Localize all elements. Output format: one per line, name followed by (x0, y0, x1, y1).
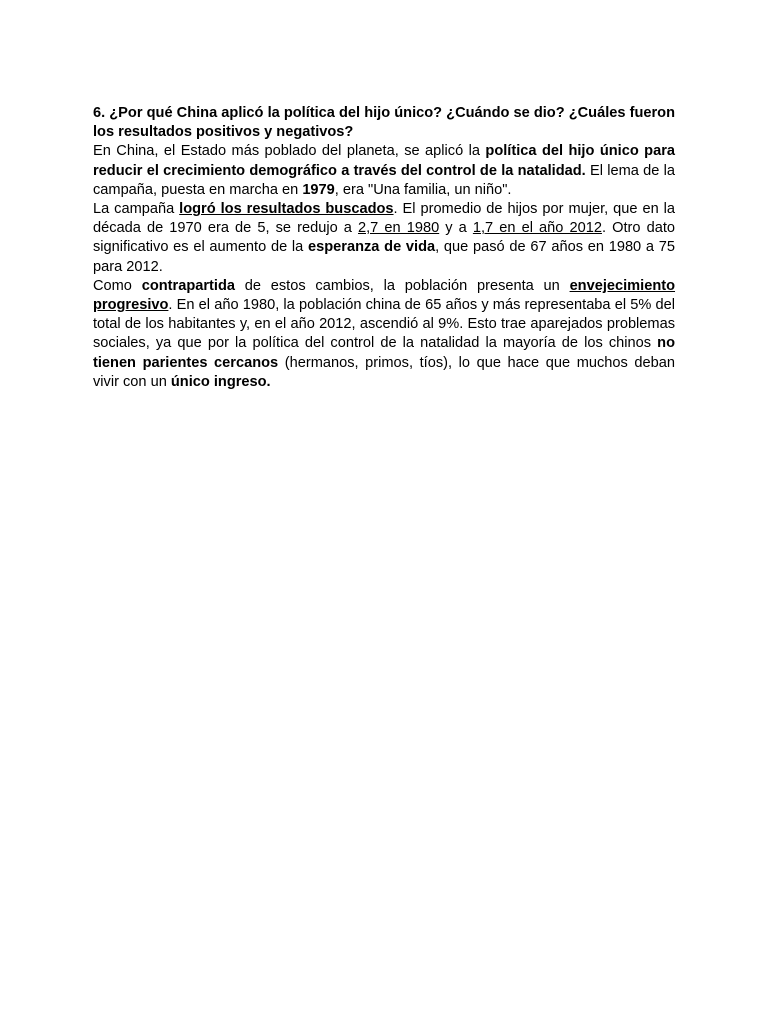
underlined-run: 2,7 en 1980 (358, 220, 440, 237)
bold-underlined-run: logró los resultados buscados (179, 201, 394, 218)
text-run: y a (439, 220, 473, 237)
underlined-run: 1,7 en el año 2012 (472, 220, 602, 237)
paragraph-consequences (93, 277, 675, 392)
bold-run: esperanza de vida (308, 239, 436, 256)
bold-year: 1979 (302, 181, 335, 198)
text-run: . El promedio de hijos por mujer, que en la década de 1970 era de 5, se redujo a (93, 201, 675, 237)
text-run: En China, el Estado más poblado del planeta, se aplicó la (93, 143, 486, 160)
text-run: , era "Una familia, un niño". (334, 181, 512, 198)
bold-run: único ingreso. (170, 373, 271, 390)
bold-underlined-run: envejecimiento progresivo (93, 277, 676, 314)
question-heading: 6. ¿Por qué China aplicó la política del hijo único? ¿Cuándo se dio? ¿Cuáles fueron los resultados positivos y negativos? (93, 105, 675, 141)
bold-run: contrapartida (141, 277, 235, 294)
text-run: de estos cambios, la población presenta un (234, 277, 570, 294)
text-run: , que pasó de 67 años en 1980 a 75 para 2012. (93, 239, 676, 275)
paragraph-policy (93, 142, 675, 200)
text-run: (hermanos, primos, tíos), lo que hace que muchos deban vivir con un (93, 354, 675, 390)
text-run: . En el año 1980, la población china de 65 años y más representaba el 5% del total de los habitantes y, en el año 2012, ascendió al 9%. Esto trae aparejados problemas sociales, ya que por la política del control de la natalidad la mayoría de los chinos (93, 297, 675, 352)
bold-run: política del hijo único para reducir el crecimiento demográfico a través del control de la natalidad. (93, 143, 676, 179)
text-run: Como (93, 277, 142, 294)
document-page (93, 104, 675, 392)
text-run: . Otro dato significativo es el aumento de la (93, 220, 675, 256)
bold-run: no tienen parientes cercanos (93, 335, 675, 371)
paragraph-results (93, 200, 675, 277)
text-run: La campaña (93, 201, 180, 218)
text-run: El lema de la campaña, puesta en marcha en (93, 162, 675, 198)
